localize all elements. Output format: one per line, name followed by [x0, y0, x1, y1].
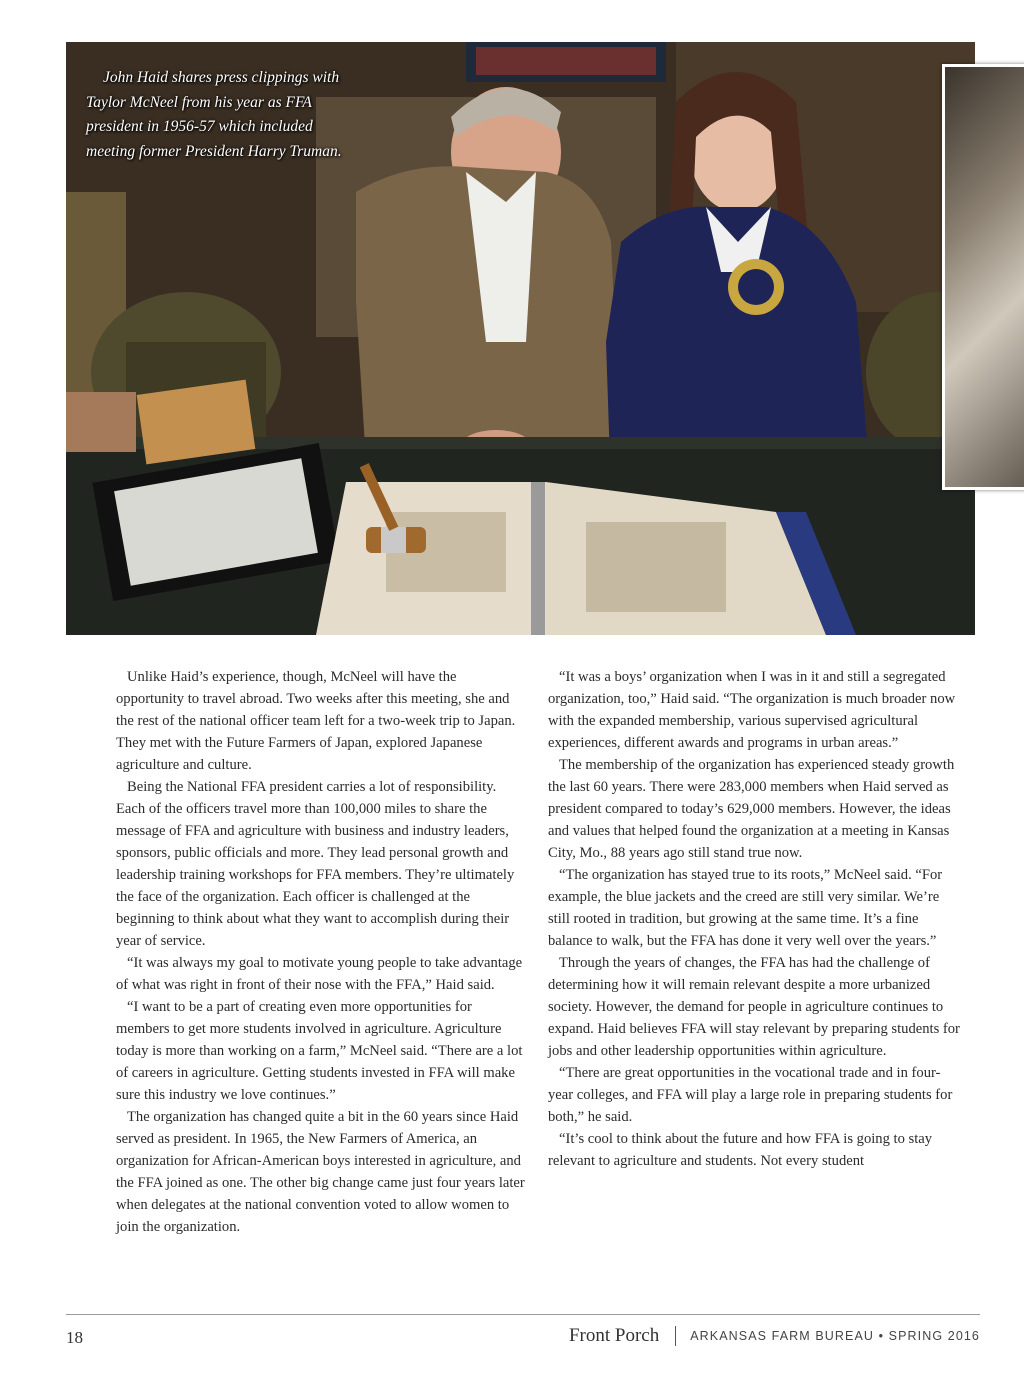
paragraph: “I want to be a part of creating even more opportunities for members to get more students involved in agriculture. Agriculture today is more than working on a farm,” McNeel said. “There are a lot of careers in agriculture. Getting students invested in FFA will make sure this industry we love continues.” [116, 999, 523, 1103]
paragraph: Unlike Haid’s experience, though, McNeel will have the opportunity to travel abroad. Two weeks after this meeting, she and the rest of the national officer team left for a two-week trip to Japan. They met with the Future Farmers of Japan, explored Japanese agriculture and culture. [116, 669, 516, 773]
photo-caption: John Haid shares press clippings with Taylor McNeel from his year as FFA president in 1956-57 which included meeting former President Harry Truman. [86, 69, 342, 160]
paragraph: Being the National FFA president carries a lot of responsibility. Each of the officers travel more than 100,000 miles to share the message of FFA and agriculture with business and industry leaders, sponsors, public officials and more. They lead personal growth and leadership training workshops for FFA members. They’re ultimately the face of the organization. Each officer is challenged at the beginning to think about what they want to accomplish during their year of service. [116, 779, 515, 949]
publication-info: ARKANSAS FARM BUREAU • SPRING 2016 [690, 1329, 980, 1343]
article-column-right [548, 666, 960, 1172]
inset-photo [942, 64, 1024, 490]
page-number: 18 [66, 1328, 83, 1347]
paragraph: “It was always my goal to motivate young people to take advantage of what was right in front of their nose with the FFA,” Haid said. [116, 955, 523, 993]
footer-divider [675, 1326, 676, 1346]
paragraph: “It was a boys’ organization when I was in it and still a segregated organization, too,” Haid said. “The organization is much broader now with the expanded membership, various supervised agricultural experiences, different awards and programs in urban areas.” [548, 669, 956, 751]
paragraph: “It’s cool to think about the future and how FFA is going to stay relevant to agriculture and students. Not every student [548, 1131, 933, 1169]
magazine-title: Front Porch [568, 1325, 660, 1346]
paragraph: The membership of the organization has experienced steady growth the last 60 years. There were 283,000 members when Haid served as president compared to today’s 629,000 members. However, the ideas and values that helped found the organization at a meeting in Kansas City, Mo., 88 years ago still stand true now. [548, 757, 955, 861]
paragraph: The organization has changed quite a bit in the 60 years since Haid served as president. In 1965, the New Farmers of America, an organization for African-American boys interested in agriculture, and the FFA joined as one. The other big change came just four years later when delegates at the national convention voted to allow women to join the organization. [116, 1109, 525, 1235]
running-footer [569, 1325, 980, 1347]
article-column-left [116, 666, 528, 1238]
paragraph: “The organization has stayed true to its roots,” McNeel said. “For example, the blue jackets and the creed are still very similar. We’re still rooted in tradition, but growing at the same time. It’s a fine balance to walk, but the FFA has done it very well over the years.” [548, 867, 943, 949]
paragraph: Through the years of changes, the FFA has had the challenge of determining how it will remain relevant despite a more urbanized society. However, the demand for people in agriculture continues to expand. Haid believes FFA will stay relevant by preparing students for jobs and other leadership opportunities within agriculture. [548, 955, 960, 1059]
paragraph: “There are great opportunities in the vocational trade and in four-year colleges, and FFA will play a large role in preparing students for both,” he said. [548, 1065, 953, 1125]
footer-rule [66, 1314, 980, 1315]
feature-photo [66, 42, 975, 635]
